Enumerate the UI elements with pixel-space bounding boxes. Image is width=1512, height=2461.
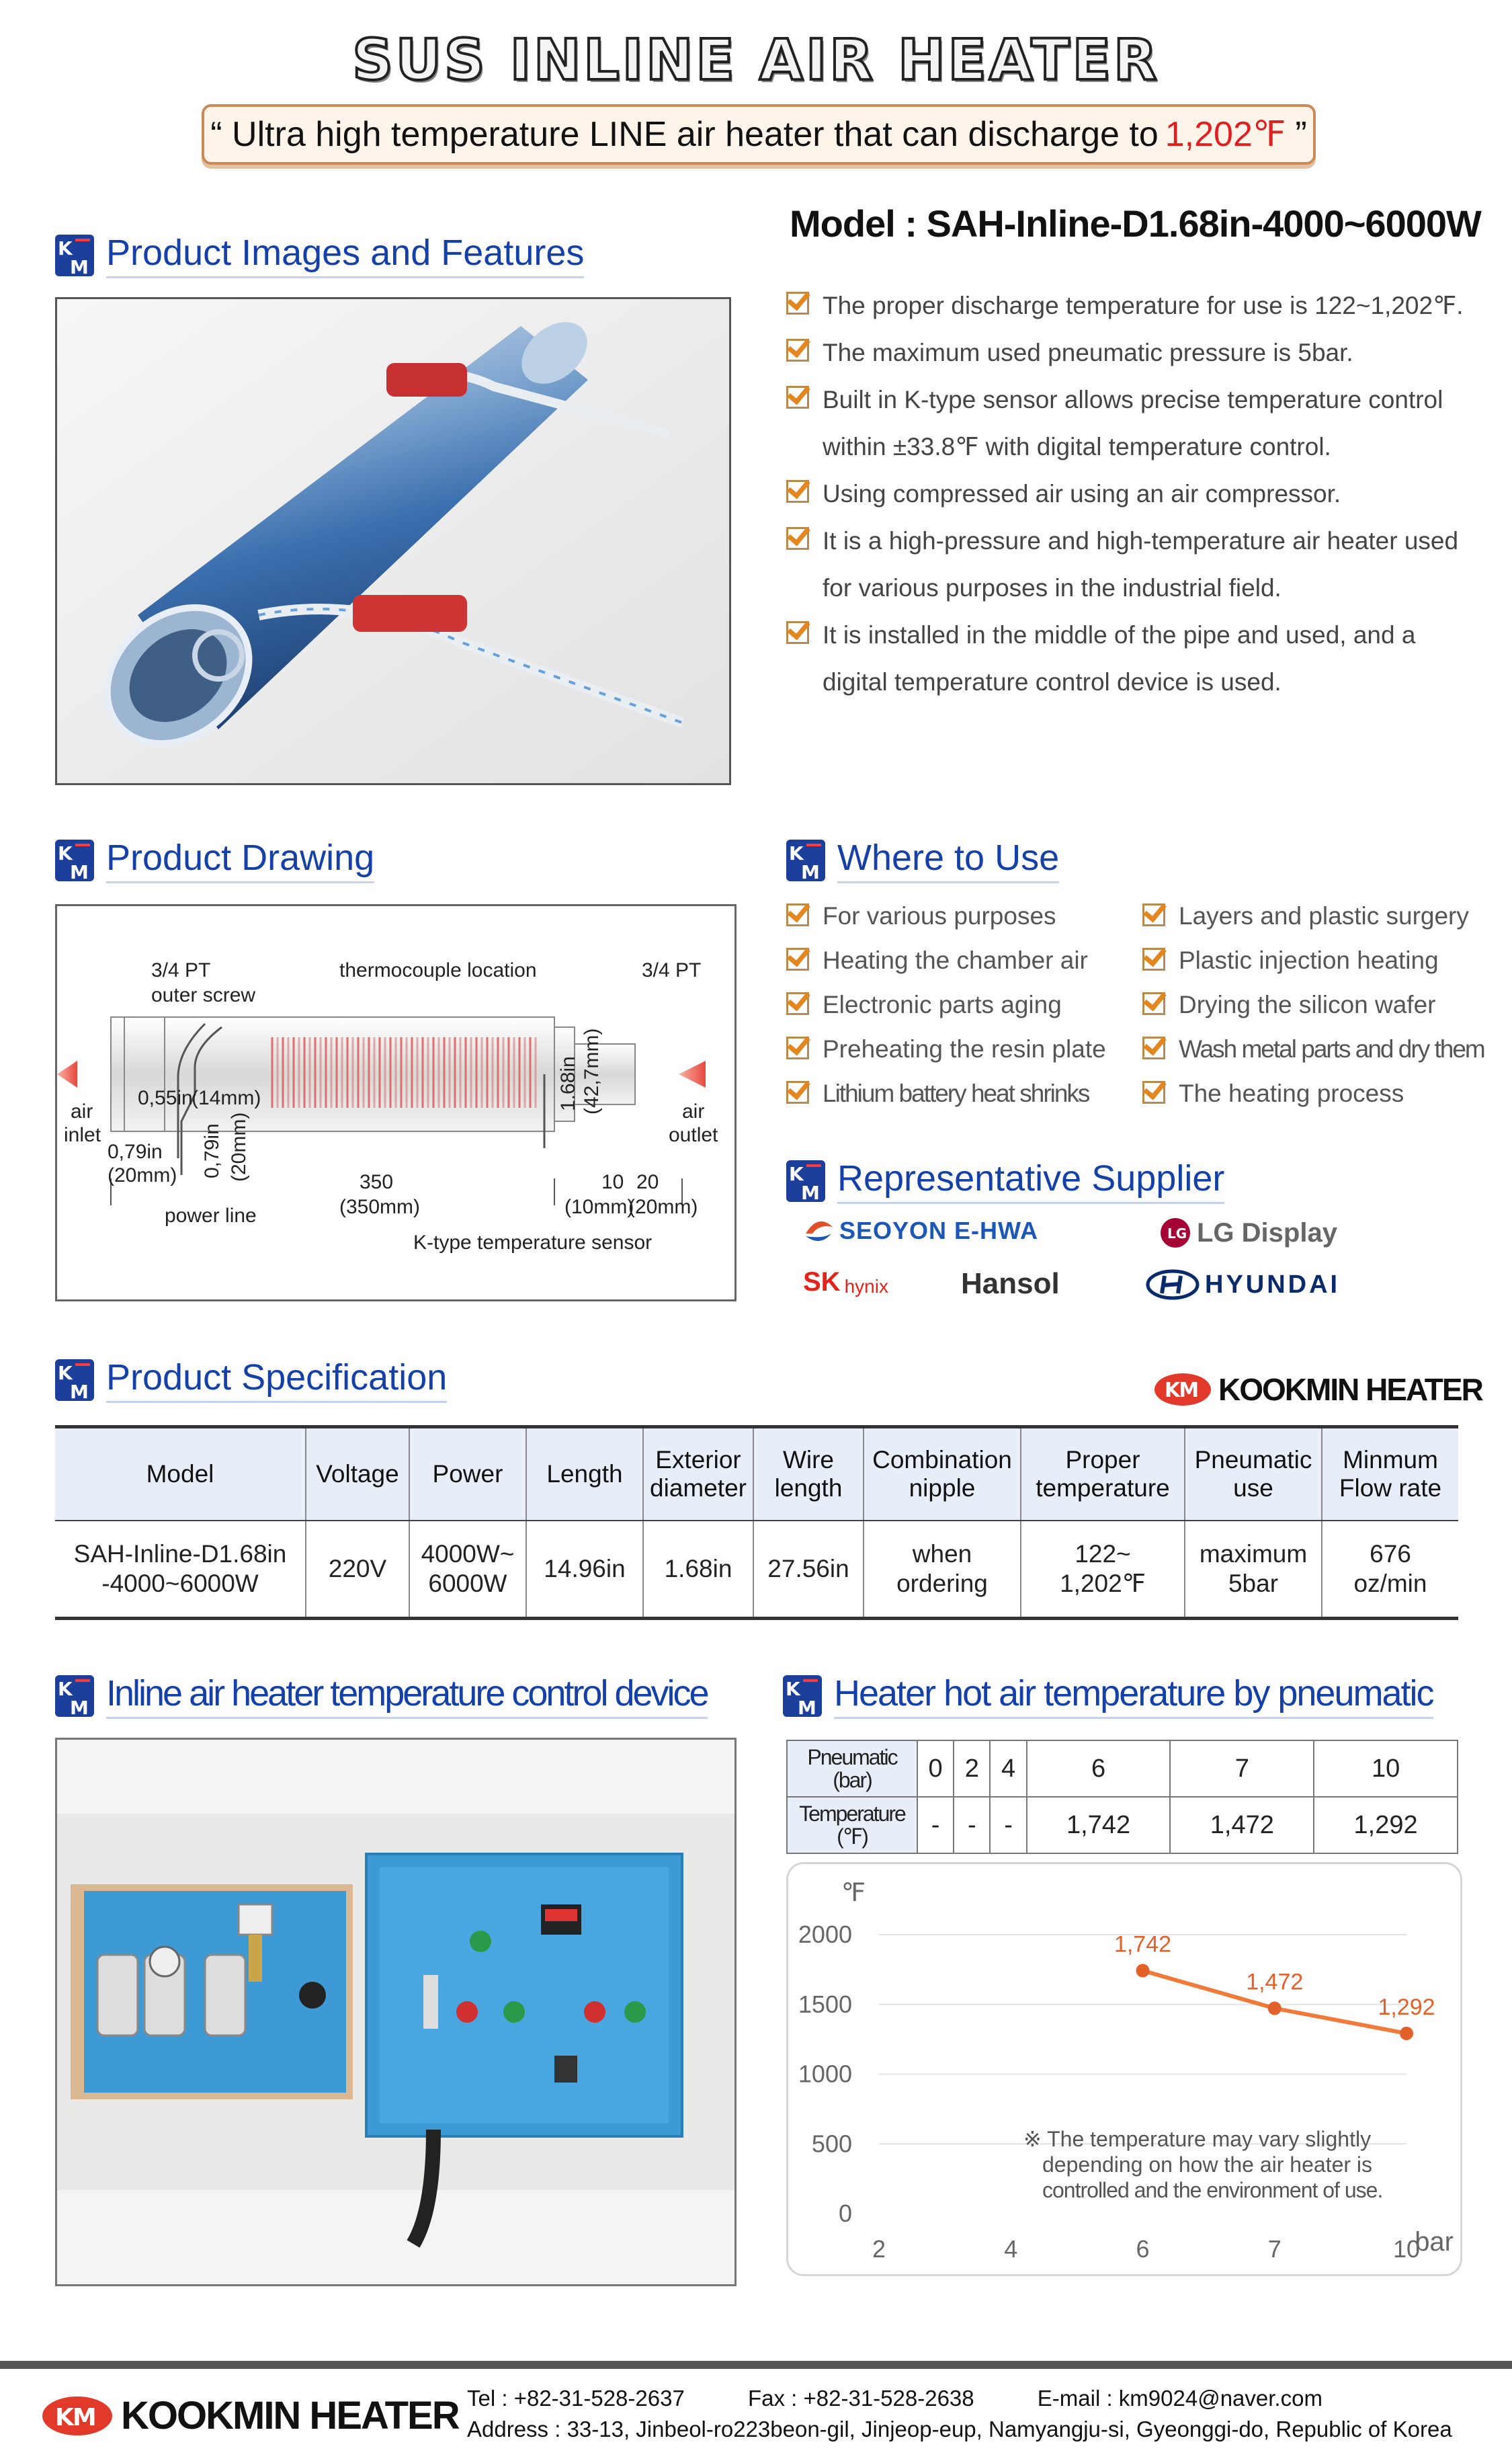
section-title: Where to Use (837, 837, 1059, 883)
use-item (786, 894, 1136, 938)
section-title: Product Images and Features (106, 232, 584, 278)
spec-cell-text: maximum (1199, 1540, 1308, 1568)
drawing-label: K-type temperature sensor (413, 1232, 653, 1254)
x-tick-label: 6 (1136, 2235, 1150, 2263)
use-text: Drying the silicon wafer (1179, 991, 1436, 1018)
spec-header-text: Minmum (1343, 1446, 1438, 1474)
drawing-label: 3/4 PT (151, 959, 211, 981)
checkbox-icon (786, 903, 809, 926)
pneumatic-cell: 1,742 (1027, 1797, 1171, 1853)
tagline-highlight: 1,202℉ (1165, 115, 1286, 154)
lg-logo-icon (1159, 1217, 1191, 1249)
checkbox-icon (1142, 1037, 1165, 1059)
spec-cell-text: 5bar (1228, 1570, 1279, 1597)
checkbox-icon (1142, 903, 1165, 926)
svg-text:M: M (798, 1696, 815, 1717)
section-images-header (55, 232, 584, 278)
drawing-label: (14mm) (192, 1087, 261, 1109)
brand-logo: KM KOOKMIN HEATER (1152, 1371, 1482, 1408)
feature-item (786, 471, 1499, 518)
feature-item (786, 565, 1499, 612)
spec-header-text: Flow rate (1339, 1474, 1442, 1502)
x-tick-label: 4 (1004, 2235, 1018, 2263)
spec-header-cell (753, 1427, 864, 1521)
spec-cell (1185, 1521, 1322, 1619)
drawing-label: (20mm) (108, 1164, 177, 1186)
use-text: For various purposes (823, 902, 1056, 930)
use-text: Lithium battery heat shrinks (823, 1080, 1089, 1107)
pneumatic-cell: - (990, 1797, 1026, 1853)
footer-contact (467, 2383, 1452, 2445)
checkbox-icon (786, 292, 809, 315)
checkbox-icon (786, 621, 809, 644)
footer-fax: Fax : +82-31-528-2638 (747, 2386, 974, 2411)
hyundai-logo-icon (1146, 1269, 1200, 1300)
data-label: 1,292 (1378, 1994, 1435, 2020)
feature-text: The maximum used pneumatic pressure is 5bar. (823, 339, 1353, 366)
y-tick-label: 2000 (798, 1921, 852, 1948)
spec-cell (526, 1521, 643, 1619)
seoyon-logo: SEOYON E-HWA (803, 1217, 1038, 1245)
drawing-label: 10 (601, 1171, 624, 1193)
use-item (1142, 983, 1492, 1027)
feature-text: within ±33.8℉ with digital temperature control. (823, 433, 1331, 460)
spec-header-text: Model (146, 1460, 214, 1488)
spec-header-text: use (1233, 1474, 1273, 1502)
use-text: Electronic parts aging (823, 991, 1062, 1018)
data-point (1400, 2027, 1413, 2040)
feature-item (786, 423, 1499, 471)
svg-text:KM: KM (55, 2403, 95, 2431)
footer-email[interactable]: E-mail : km9024@naver.com (1037, 2386, 1322, 2411)
supplier-logos (803, 1210, 1381, 1318)
x-tick-label: 2 (872, 2235, 886, 2263)
spec-cell (643, 1521, 753, 1619)
drawing-label: outlet (669, 1124, 718, 1146)
feature-list (786, 282, 1499, 706)
drawing-label: air (71, 1100, 93, 1123)
footer-brand: KM KOOKMIN HEATER (40, 2393, 459, 2438)
use-text: The heating process (1179, 1080, 1404, 1107)
svg-text:K: K (786, 1677, 799, 1700)
spec-header-cell (1185, 1427, 1322, 1521)
spec-table (55, 1425, 1458, 1620)
spec-header-cell (409, 1427, 526, 1521)
drawing-label: inlet (64, 1124, 101, 1146)
spec-cell (306, 1521, 409, 1619)
feature-item (786, 659, 1499, 706)
tagline-close: ” (1295, 115, 1307, 154)
spec-header-text: Length (546, 1460, 623, 1488)
section-control-header (55, 1672, 708, 1719)
data-point (1268, 2002, 1282, 2015)
feature-item (786, 612, 1499, 659)
y-tick-label: 500 (811, 2130, 852, 2158)
y-tick-label: 0 (838, 2200, 852, 2227)
use-item (1142, 1027, 1492, 1072)
hansol-logo: Hansol (961, 1267, 1060, 1300)
use-item (786, 1027, 1136, 1072)
feature-text: It is installed in the middle of the pipe and used, and a (823, 621, 1416, 649)
section-supplier-header (786, 1158, 1224, 1204)
drawing-label: (20mm) (228, 1112, 250, 1182)
drawing-label: 0,79in (108, 1141, 163, 1163)
drawing-label: (10mm) (564, 1196, 634, 1218)
drawing-label: (42,7mm) (581, 1028, 603, 1115)
pneumatic-cell: 2 (954, 1740, 990, 1797)
km-logo-icon (55, 235, 94, 276)
drawing-label: air (682, 1100, 705, 1123)
checkbox-icon (786, 1037, 809, 1059)
spec-header-text: length (774, 1474, 843, 1502)
pneumatic-cell: 1,292 (1314, 1797, 1458, 1853)
spec-header-cell (1021, 1427, 1185, 1521)
svg-text:K: K (58, 237, 73, 259)
spec-header-cell (643, 1427, 753, 1521)
km-logo-icon (55, 840, 94, 881)
feature-text: for various purposes in the industrial field. (823, 574, 1282, 602)
spec-header-text: Combination (872, 1446, 1012, 1474)
x-tick-label: 10 (1392, 2235, 1421, 2263)
data-point (1136, 1964, 1150, 1978)
hyundai-logo: HYUNDAI (1146, 1269, 1340, 1300)
svg-text:M: M (70, 1696, 87, 1717)
drawing-label: (20mm) (628, 1196, 698, 1218)
spec-header-text: Voltage (316, 1460, 399, 1488)
checkbox-icon (786, 527, 809, 550)
footer-divider (0, 2361, 1512, 2369)
svg-text:K: K (58, 1361, 73, 1384)
checkbox-icon (1142, 992, 1165, 1015)
sk-hynix-logo: SK hynix (803, 1267, 888, 1297)
pneumatic-label: (bar) (833, 1768, 872, 1792)
section-title: Heater hot air temperature by pneumatic (834, 1672, 1433, 1719)
section-title: Inline air heater temperature control device (106, 1672, 708, 1719)
km-logo-icon (55, 1675, 94, 1717)
pneumatic-label-cell (787, 1797, 917, 1853)
checkbox-icon (786, 339, 809, 362)
seoyon-logo-icon (803, 1217, 834, 1244)
x-tick-label: 7 (1267, 2235, 1282, 2263)
spec-cell (864, 1521, 1021, 1619)
spec-header-text: Wire (782, 1446, 835, 1474)
feature-item (786, 329, 1499, 376)
spec-cell-text: SAH-Inline-D1.68in (73, 1540, 287, 1568)
use-text: Wash metal parts and dry them (1179, 1035, 1484, 1063)
pneumatic-cell: 4 (990, 1740, 1026, 1797)
use-item (1142, 1072, 1492, 1116)
spec-header-text: Proper (1065, 1446, 1140, 1474)
pneumatic-label: Pneumatic (807, 1745, 897, 1769)
footer-tel: Tel : +82-31-528-2637 (467, 2386, 685, 2411)
spec-cell (1021, 1521, 1185, 1619)
use-item (786, 938, 1136, 983)
page-title: SUS INLINE AIR HEATER (352, 27, 1160, 93)
section-title: Product Specification (106, 1357, 447, 1403)
feature-text: Using compressed air using an air compressor. (823, 480, 1341, 508)
pneumatic-cell: - (954, 1797, 990, 1853)
temperature-chart (786, 1862, 1462, 2276)
lg-display-logo: LG LG Display (1159, 1217, 1337, 1249)
checkbox-icon (1142, 1081, 1165, 1104)
spec-cell-text: 4000W~ (421, 1540, 515, 1568)
km-logo-icon (786, 840, 825, 881)
spec-cell-text: 6000W (428, 1570, 507, 1597)
spec-header-cell (55, 1427, 306, 1521)
pneumatic-cell: 1,472 (1170, 1797, 1314, 1853)
section-title: Representative Supplier (837, 1158, 1224, 1204)
drawing-label: 20 (636, 1171, 659, 1193)
section-spec-header (55, 1357, 447, 1403)
pneumatic-cell: 6 (1027, 1740, 1171, 1797)
x-axis-unit: bar (1415, 2227, 1454, 2257)
spec-cell (409, 1521, 526, 1619)
km-logo-icon (55, 1359, 94, 1401)
spec-cell-text: 676 (1370, 1540, 1411, 1568)
spec-cell-text: -4000~6000W (101, 1570, 259, 1597)
spec-cell-text: 220V (328, 1555, 387, 1582)
chart-note: controlled and the environment of use. (1042, 2178, 1383, 2202)
data-label: 1,742 (1114, 1931, 1172, 1958)
control-device-photo (55, 1738, 737, 2286)
pneumatic-cell: - (917, 1797, 954, 1853)
use-text: Plastic injection heating (1179, 946, 1439, 974)
spec-cell-text: 27.56in (767, 1555, 849, 1582)
checkbox-icon (786, 992, 809, 1015)
svg-text:K: K (58, 1677, 71, 1700)
drawing-label: thermocouple location (339, 959, 537, 981)
product-drawing (55, 904, 737, 1301)
drawing-label: outer screw (151, 984, 256, 1006)
spec-header-cell (306, 1427, 409, 1521)
spec-cell-text: ordering (896, 1570, 988, 1597)
footer-address: Address : 33-13, Jinbeol-ro223beon-gil, Jinjeop-eup, Namyangju-si, Gyeonggi-do, Republic of Korea (467, 2417, 1452, 2442)
feature-item (786, 376, 1499, 423)
km-logo-icon (783, 1675, 822, 1717)
spec-header-text: Power (432, 1460, 503, 1488)
y-tick-label: 1000 (798, 2060, 852, 2088)
checkbox-icon (1142, 948, 1165, 971)
y-tick-label: 1500 (798, 1990, 852, 2018)
spec-cell-text: oz/min (1353, 1570, 1427, 1597)
use-text: Layers and plastic surgery (1179, 902, 1469, 930)
spec-cell (753, 1521, 864, 1619)
spec-header-cell (1322, 1427, 1458, 1521)
y-axis-unit: ℉ (841, 1879, 866, 1907)
feature-text: digital temperature control device is used. (823, 668, 1282, 696)
checkbox-icon (786, 480, 809, 503)
pneumatic-table (786, 1740, 1458, 1854)
spec-cell (55, 1521, 306, 1619)
kookmin-logo-icon (40, 2394, 114, 2437)
use-item (1142, 938, 1492, 983)
use-item (786, 983, 1136, 1027)
section-title: Product Drawing (106, 837, 374, 883)
spec-header-cell (526, 1427, 643, 1521)
tagline-text: “ Ultra high temperature LINE air heater that can discharge to (210, 115, 1159, 154)
use-text: Heating the chamber air (823, 946, 1088, 974)
spec-header-cell (864, 1427, 1021, 1521)
checkbox-icon (786, 386, 809, 409)
feature-text: The proper discharge temperature for use is 122~1,202℉. (823, 292, 1464, 319)
drawing-label: 0,55in (138, 1087, 193, 1109)
feature-item (786, 282, 1499, 329)
svg-text:M: M (801, 860, 820, 881)
svg-text:K: K (789, 842, 804, 864)
spec-cell-text: when (912, 1540, 972, 1568)
svg-text:K: K (58, 842, 73, 864)
pneumatic-label: (℉) (837, 1824, 868, 1849)
use-text: Preheating the resin plate (823, 1035, 1106, 1063)
svg-text:K: K (789, 1162, 804, 1185)
checkbox-icon (786, 948, 809, 971)
drawing-label: (350mm) (339, 1196, 421, 1218)
drawing-label: 3/4 PT (642, 959, 702, 981)
km-logo-icon (786, 1160, 825, 1202)
spec-header-text: nipple (909, 1474, 976, 1502)
model-heading: Model : SAH-Inline-D1.68in-4000~6000W (790, 202, 1481, 245)
spec-cell-text: 14.96in (544, 1555, 626, 1582)
spec-header-text: temperature (1036, 1474, 1170, 1502)
drawing-label: 1.68in (557, 1056, 579, 1111)
kookmin-logo-icon (1152, 1371, 1213, 1408)
chart-note: depending on how the air heater is (1042, 2152, 1373, 2177)
svg-text:KM: KM (1165, 1379, 1198, 1402)
spec-header-text: Exterior (655, 1446, 741, 1474)
product-photo (55, 297, 731, 785)
svg-text:M: M (70, 1380, 89, 1401)
spec-cell (1322, 1521, 1458, 1619)
pneumatic-label: Temperature (799, 1802, 905, 1826)
section-pneumatic-header (783, 1672, 1433, 1719)
spec-header-text: Pneumatic (1194, 1446, 1312, 1474)
feature-text: Built in K-type sensor allows precise temperature control (823, 386, 1443, 413)
feature-item (786, 518, 1499, 565)
spec-cell-text: 1.68in (664, 1555, 732, 1582)
spec-header-text: diameter (650, 1474, 747, 1502)
use-item (1142, 894, 1492, 938)
checkbox-icon (786, 1081, 809, 1104)
drawing-label: 350 (360, 1171, 394, 1193)
spec-cell-text: 122~ (1075, 1540, 1131, 1568)
pneumatic-cell: 10 (1314, 1740, 1458, 1797)
svg-text:M: M (70, 860, 89, 881)
svg-text:M: M (70, 255, 89, 276)
drawing-label: power line (165, 1205, 257, 1227)
section-drawing-header (55, 837, 374, 883)
pneumatic-cell: 7 (1170, 1740, 1314, 1797)
pneumatic-label-cell (787, 1740, 917, 1797)
svg-text:M: M (801, 1181, 820, 1202)
chart-note: ※ The temperature may vary slightly (1023, 2127, 1372, 2151)
feature-text: It is a high-pressure and high-temperature air heater used (823, 527, 1459, 555)
pneumatic-cell: 0 (917, 1740, 954, 1797)
spec-cell-text: 1,202℉ (1060, 1570, 1146, 1597)
data-label: 1,472 (1246, 1969, 1304, 1995)
use-item (786, 1072, 1136, 1116)
drawing-label: 0,79in (201, 1123, 223, 1178)
svg-text:LG: LG (1167, 1225, 1187, 1242)
tagline (202, 104, 1316, 165)
section-where-header (786, 837, 1059, 883)
